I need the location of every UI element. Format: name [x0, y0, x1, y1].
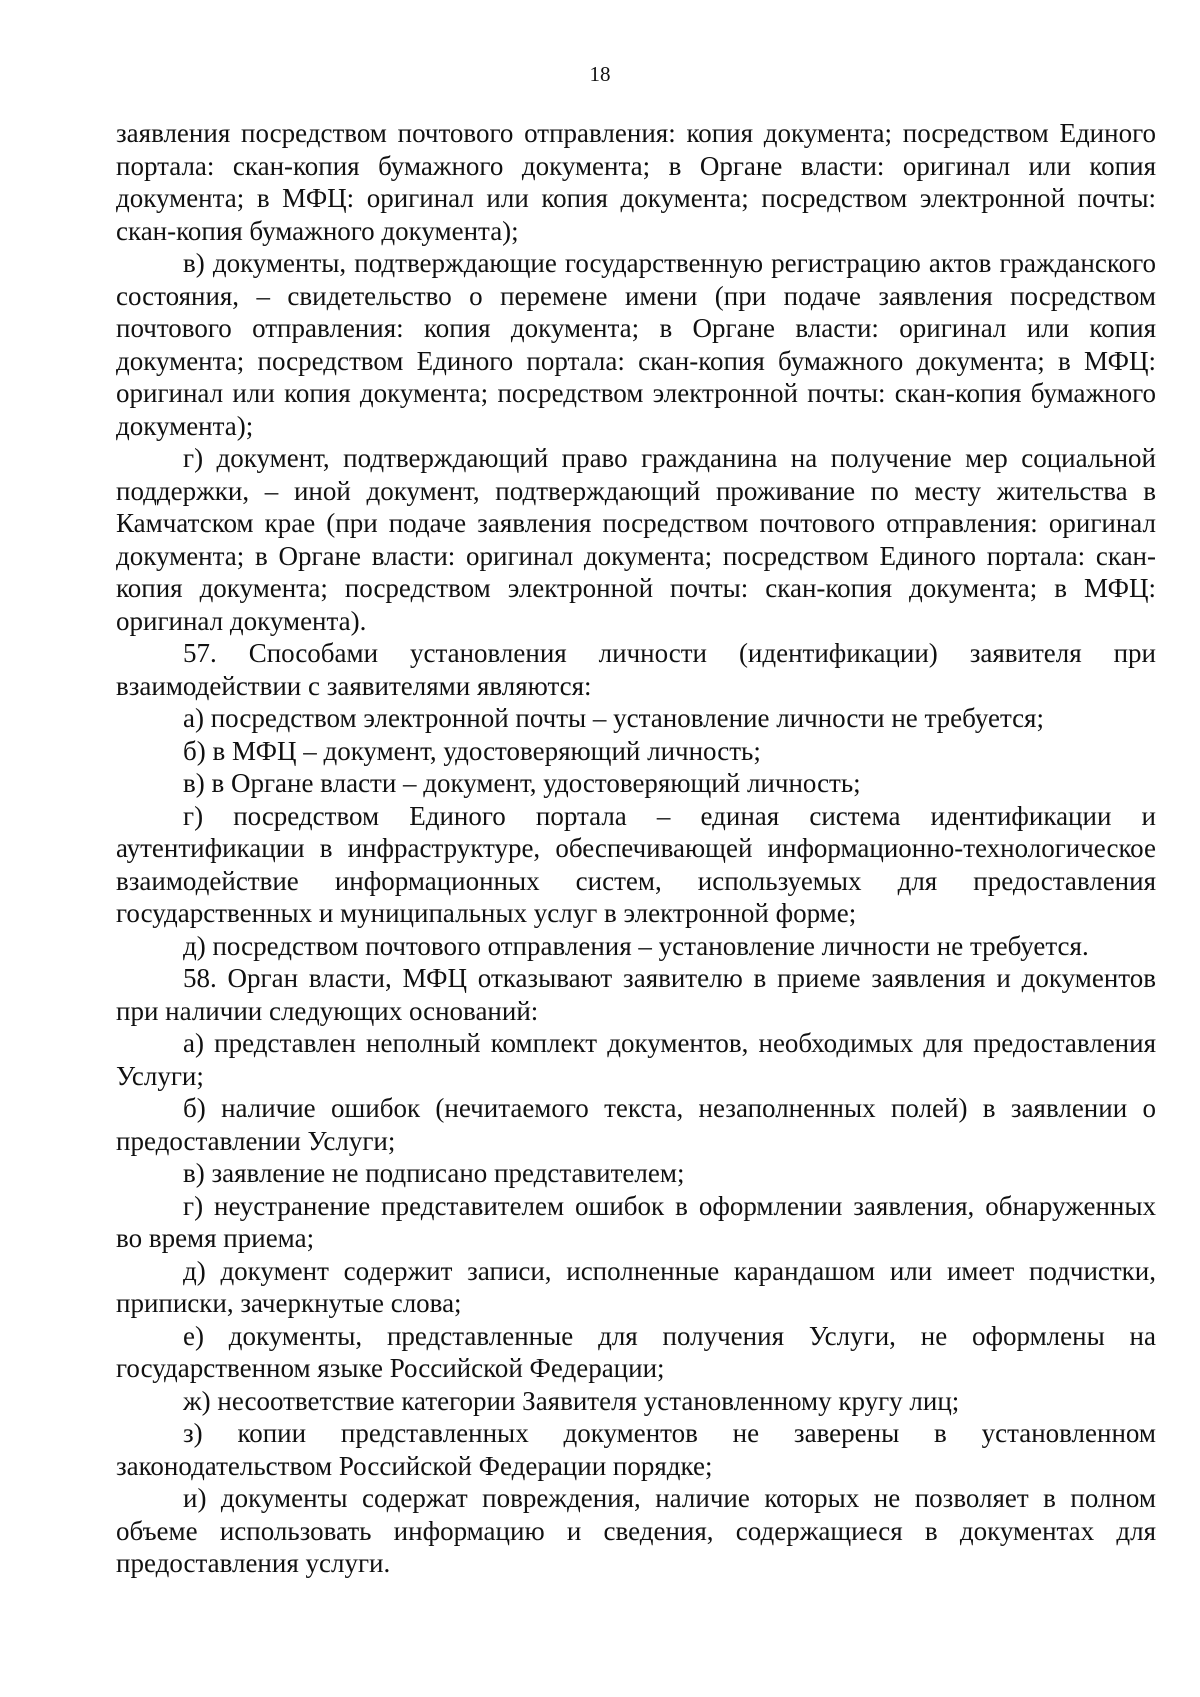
- paragraph-58-item-d: д) документ содержит записи, исполненные карандашом или имеет подчистки, приписки, зачеркнутые слова;: [116, 1255, 1156, 1318]
- paragraph-57-item-d: д) посредством почтового отправления – установление личности не требуется.: [183, 930, 1089, 961]
- paragraph-57-item-b: б) в МФЦ – документ, удостоверяющий личность;: [183, 735, 761, 766]
- paragraph-58-item-g: г) неустранение представителем ошибок в оформлении заявления, обнаруженных во время приема;: [116, 1190, 1156, 1253]
- paragraph-57-identification-methods: 57. Способами установления личности (идентификации) заявителя при взаимодействии с заявителями являются:: [116, 638, 1156, 701]
- paragraph-57-item-a: а) посредством электронной почты – установление личности не требуется;: [183, 703, 1044, 733]
- paragraph-58-refusal-grounds: 58. Орган власти, МФЦ отказывают заявителю в приеме заявления и документов при наличии следующих оснований:: [116, 963, 1156, 1026]
- paragraph-continuation: заявления посредством почтового отправления: копия документа; посредством Единого портала: скан-копия бумажного документа; в Органе власти: оригинал или копия документа; в МФЦ: оригинал или копия документа; посредством электронной почты: скан-копия бумажного документа);: [116, 118, 1156, 246]
- paragraph-58-item-v: в) заявление не подписано представителем;: [183, 1158, 685, 1188]
- paragraph-58-item-zh: ж) несоответствие категории Заявителя установленному кругу лиц;: [183, 1385, 960, 1416]
- paragraph-item-g-social-support: г) документ, подтверждающий право гражданина на получение мер социальной поддержки, – иной документ, подтверждающий проживание по месту жительства в Камчатском крае (при подаче заявления посредством почтового отправления: оригинал документа; в Органе власти: оригинал документа; посредством Единого портала: скан-копия документа; посредством электронной почты: скан-копия документа; в МФЦ: оригинал документа).: [116, 443, 1156, 636]
- paragraph-58-item-i: и) документы содержат повреждения, наличие которых не позволяет в полном объеме использовать информацию и сведения, содержащиеся в документах для предоставления услуги.: [116, 1483, 1156, 1578]
- paragraph-58-item-a: а) представлен неполный комплект документов, необходимых для предоставления Услуги;: [116, 1028, 1156, 1091]
- paragraph-57-item-g: г) посредством Единого портала – единая система идентификации и аутентификации в инфраструктуре, обеспечивающей информационно-технологическое взаимодействие информационных систем, используемых для предоставления государственных и муниципальных услуг в электронной форме;: [116, 800, 1156, 928]
- paragraph-58-item-b: б) наличие ошибок (нечитаемого текста, незаполненных полей) в заявлении о предоставлении Услуги;: [116, 1093, 1156, 1156]
- document-body: [116, 117, 1156, 1580]
- page-number: 18: [589, 62, 611, 86]
- paragraph-item-v-civil-registration: в) документы, подтверждающие государственную регистрацию актов гражданского состояния, – свидетельство о перемене имени (при подаче заявления посредством почтового отправления: копия документа; в Органе власти: оригинал или копия документа; посредством Единого портала: скан-копия бумажного документа; в МФЦ: оригинал или копия документа; посредством электронной почты: скан-копия бумажного документа);: [116, 248, 1156, 441]
- paragraph-57-item-v: в) в Органе власти – документ, удостоверяющий личность;: [183, 768, 861, 798]
- paragraph-58-item-z: з) копии представленных документов не заверены в установленном законодательством Российской Федерации порядке;: [116, 1418, 1156, 1481]
- paragraph-58-item-e: е) документы, представленные для получения Услуги, не оформлены на государственном языке Российской Федерации;: [116, 1320, 1156, 1383]
